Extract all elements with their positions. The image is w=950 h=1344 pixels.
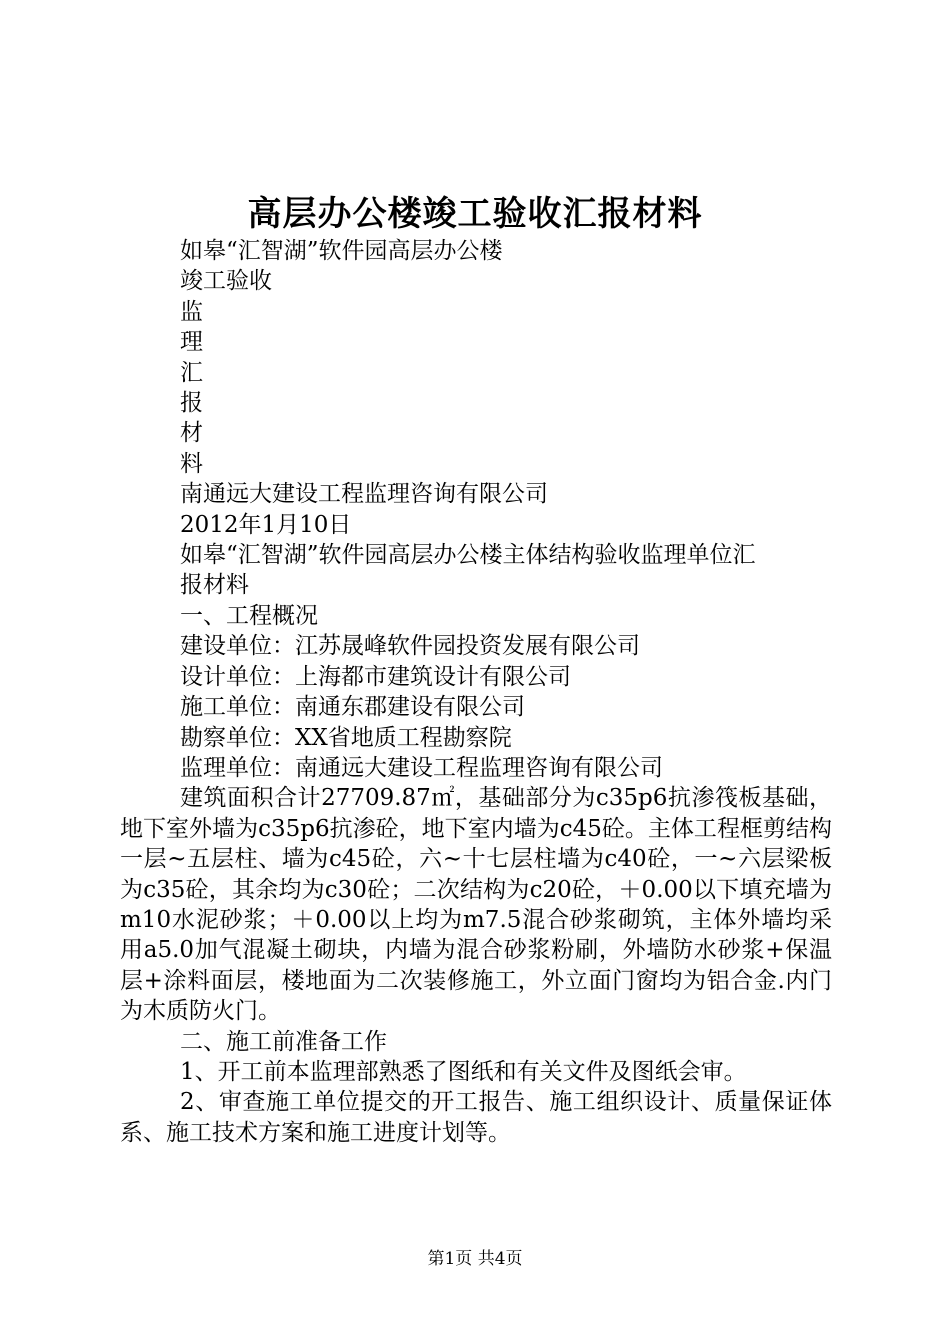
cover-line: 料 xyxy=(180,450,203,477)
document-body xyxy=(120,236,832,1148)
report-title: 如皋“汇智湖”软件园高层办公楼主体结构验收监理单位汇 xyxy=(180,542,756,569)
cover-line: 汇 xyxy=(180,359,203,386)
cover-line: 监 xyxy=(180,298,203,325)
overview-paragraph: 建筑面积合计27709.87㎡，基础部分为c35p6抗渗筏板基础，地下室外墙为c35p6抗渗砼，地下室内墙为c45砼。主体工程框剪结构一层~五层柱、墙为c45砼，六~十七层柱墙为c40砼，一~六层梁板为c35砼，其余均为c30砼；二次结构为c20砼，＋0.00以下填充墙为m10水泥砂浆；＋0.00以上均为m7.5混合砂浆砌筑，主体外墙均采用a5.0加气混凝土砌块，内墙为混合砂浆粉刷，外墙防水砂浆+保温层+涂料面层，楼地面为二次装修施工，外立面门窗均为铝合金.内门为木质防火门。 xyxy=(120,785,832,1025)
document-title: 高层办公楼竣工验收汇报材料 xyxy=(247,194,703,234)
section-heading: 二、施工前准备工作 xyxy=(180,1028,387,1055)
report-title-cont: 报材料 xyxy=(180,572,249,599)
section-heading: 一、工程概况 xyxy=(180,602,318,629)
list-item: 2、审查施工单位提交的开工报告、施工组织设计、质量保证体系、施工技术方案和施工进度计划等。 xyxy=(120,1089,832,1146)
unit-line: 监理单位：南通远大建设工程监理咨询有限公司 xyxy=(180,754,663,781)
unit-line: 设计单位：上海都市建筑设计有限公司 xyxy=(180,663,571,690)
cover-line: 理 xyxy=(180,329,203,356)
unit-line: 施工单位：南通东郡建设有限公司 xyxy=(180,694,525,721)
unit-line: 建设单位：江苏晟峰软件园投资发展有限公司 xyxy=(180,633,640,660)
cover-line: 报 xyxy=(180,390,203,417)
page-footer: 第1页 共4页 xyxy=(427,1249,523,1269)
list-item: 1、开工前本监理部熟悉了图纸和有关文件及图纸会审。 xyxy=(180,1058,747,1085)
cover-line: 如皋“汇智湖”软件园高层办公楼 xyxy=(180,238,503,264)
cover-line: 材 xyxy=(180,420,203,447)
report-date: 2012年1月10日 xyxy=(180,511,352,538)
company-name: 南通远大建设工程监理咨询有限公司 xyxy=(180,481,548,508)
unit-line: 勘察单位：XX省地质工程勘察院 xyxy=(180,724,512,751)
cover-line: 竣工验收 xyxy=(180,268,272,295)
